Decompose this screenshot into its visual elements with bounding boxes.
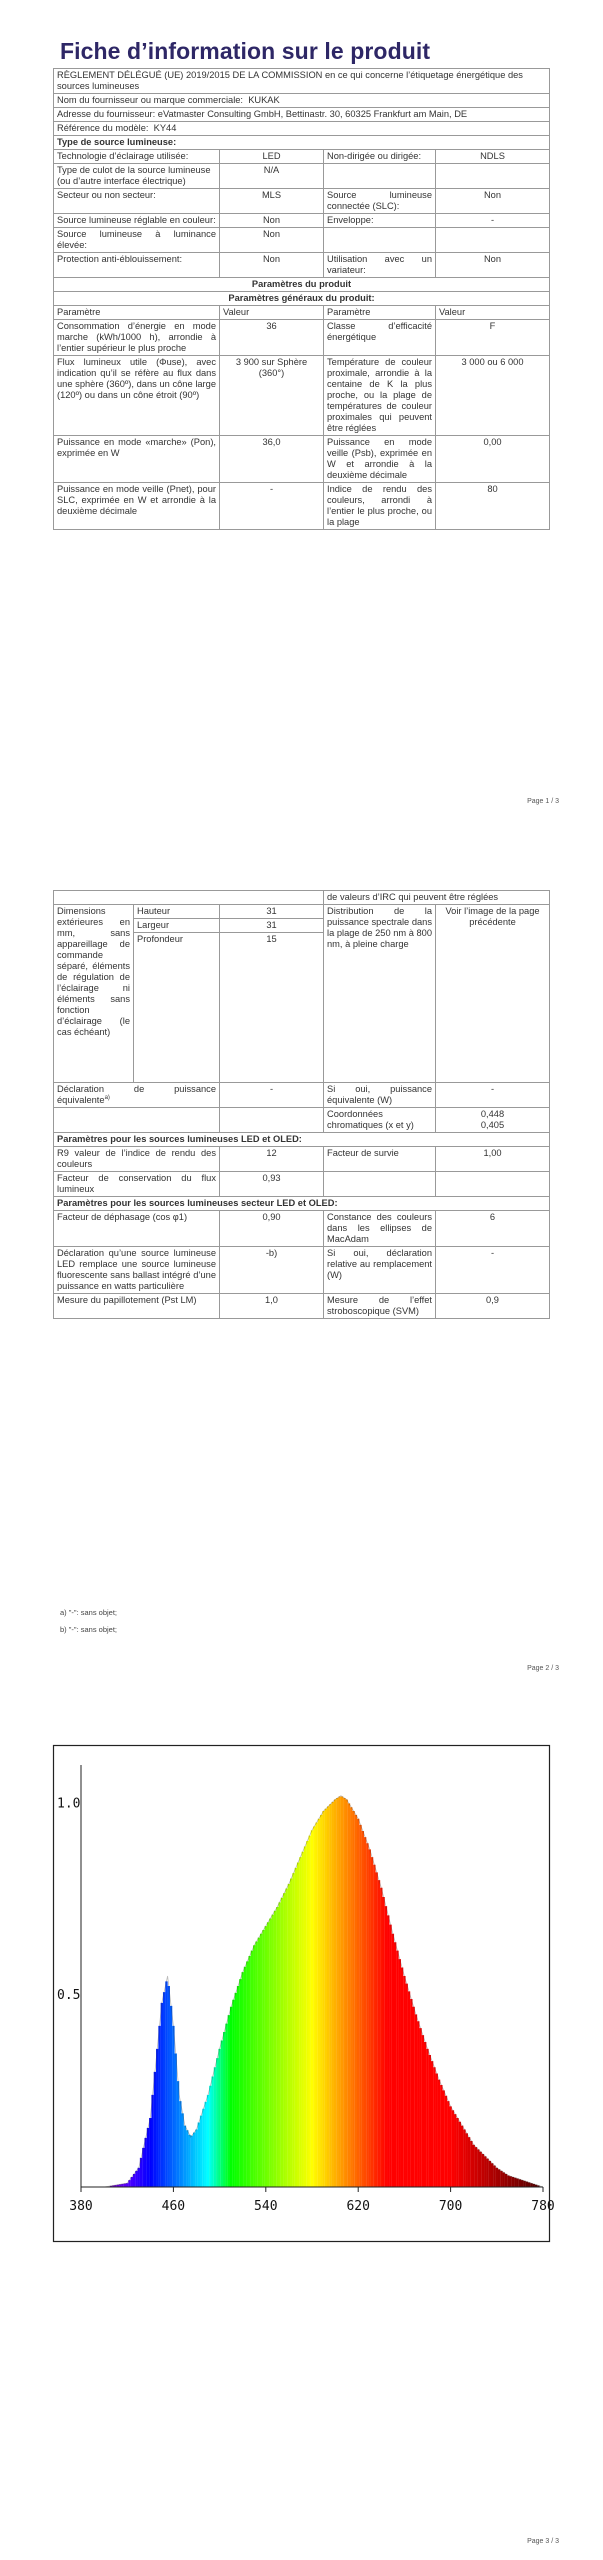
supplier-label: Nom du fournisseur ou marque commerciale: [57, 95, 244, 105]
param-label: Puissance en mode veille (Pnet), pour SLC, exprimée en W et arrondie à la deuxième décimale [54, 483, 220, 530]
table-row [54, 228, 550, 253]
param-label: Déclaration qu’une source lumineuse LED remplace une source lumineuse fluorescente sans ballast intégré d’une puissance en watts particulière [54, 1247, 220, 1294]
param-value: F [436, 320, 550, 356]
param-label [54, 1083, 220, 1108]
led-params-heading: Paramètres pour les sources lumineuses LED et OLED: [54, 1133, 550, 1147]
address-label: Adresse du fournisseur: [57, 109, 156, 119]
table-row [54, 320, 550, 356]
param-label: Technologie d’éclairage utilisée: [54, 150, 220, 164]
param-label: Si oui, déclaration relative au remplacement (W) [324, 1247, 436, 1294]
param-label [324, 1172, 436, 1197]
product-info-table-continued [53, 890, 550, 1319]
param-value [436, 164, 550, 189]
x-tick-label: 620 [346, 2199, 370, 2214]
model-label: Référence du modèle: [57, 123, 149, 133]
param-value: - [220, 1083, 324, 1108]
param-label: Indice de rendu des couleurs, arrondi à l’entier le plus proche, ou la plage [324, 483, 436, 530]
address-row [54, 108, 550, 122]
param-value [220, 1108, 324, 1133]
param-label: Enveloppe: [324, 214, 436, 228]
x-tick-label: 540 [254, 2199, 278, 2214]
param-label: Source lumineuse à luminance élevée: [54, 228, 220, 253]
table-row [54, 356, 550, 436]
general-params-heading: Paramètres généraux du produit: [54, 292, 550, 306]
params-heading: Paramètres du produit [54, 278, 550, 292]
table-row [54, 1247, 550, 1294]
param-label: Secteur ou non secteur: [54, 189, 220, 214]
param-label [54, 1108, 220, 1133]
spectral-power-distribution-chart [53, 1745, 555, 2242]
table-row [54, 1172, 550, 1197]
param-label: Si oui, puissance équivalente (W) [324, 1083, 436, 1108]
param-value [436, 1172, 550, 1197]
param-value: 0,90 [220, 1211, 324, 1247]
param-label: R9 valeur de l’indice de rendu des couleurs [54, 1147, 220, 1172]
param-value: 36 [220, 320, 324, 356]
param-value: NDLS [436, 150, 550, 164]
table-row [54, 1147, 550, 1172]
param-label: Mesure du papillotement (Pst LM) [54, 1294, 220, 1319]
param-label: Facteur de survie [324, 1147, 436, 1172]
product-info-table [53, 68, 550, 530]
depth-value: 15 [220, 933, 324, 1083]
table-row [54, 150, 550, 164]
supplier-value: KUKAK [248, 95, 280, 105]
param-value: 1,00 [436, 1147, 550, 1172]
param-value: - [220, 483, 324, 530]
param-label: Mesure de l’effet stroboscopique (SVM) [324, 1294, 436, 1319]
regulation-text: RÈGLEMENT DÉLÉGUÉ (UE) 2019/2015 DE LA COMMISSION en ce qui concerne l’étiquetage énergétique des sources lumineuses [54, 69, 550, 94]
param-value: Non [220, 253, 324, 278]
param-value: 0,93 [220, 1172, 324, 1197]
param-label: Utilisation avec un variateur: [324, 253, 436, 278]
param-label: Puissance en mode veille (Psb), exprimée en W et arrondie à la deuxième décimale [324, 436, 436, 483]
param-value: LED [220, 150, 324, 164]
param-value: Non [220, 228, 324, 253]
page-number: Page 1 / 3 [527, 798, 559, 805]
table-row [54, 253, 550, 278]
param-label: Facteur de conservation du flux lumineux [54, 1172, 220, 1197]
param-value: - [436, 1247, 550, 1294]
spectral-distribution-label: Distribution de la puissance spectrale dans la plage de 250 nm à 800 nm, à pleine charge [324, 905, 436, 1083]
param-value: 6 [436, 1211, 550, 1247]
table-row [54, 483, 550, 530]
spectral-distribution-value: Voir l’image de la page précédente [436, 905, 550, 1083]
footnote-a: a) "-": sans objet; [60, 1608, 118, 1617]
page-title: Fiche d’information sur le produit [60, 38, 431, 64]
param-value: Non [436, 189, 550, 214]
y-tick-label: 0.5 [57, 1988, 81, 2004]
footnote-marker: a) [104, 1094, 110, 1101]
x-tick-label: 460 [161, 2199, 186, 2214]
param-value [436, 228, 550, 253]
param-label: Consommation d’énergie en mode marche (kWh/1000 h), arrondie à l’entier supérieur le plus proche [54, 320, 220, 356]
depth-label: Profondeur [134, 933, 220, 1083]
col-header-param-1: Paramètre [54, 306, 220, 320]
param-label: Coordonnées chromatiques (x et y) [324, 1108, 436, 1133]
param-value: -b) [220, 1247, 324, 1294]
height-label: Hauteur [134, 905, 220, 919]
page-2 [0, 890, 603, 1680]
param-value: Non [436, 253, 550, 278]
param-label: Non-dirigée ou dirigée: [324, 150, 436, 164]
param-value: 0,00 [436, 436, 550, 483]
page-1 [0, 0, 603, 820]
param-label [324, 228, 436, 253]
param-label: Température de couleur proximale, arrondie à la centaine de K la plus proche, ou la plage de températures de couleur proximales qui peuvent être réglées [324, 356, 436, 436]
width-label: Largeur [134, 919, 220, 933]
model-row [54, 122, 550, 136]
page-number: Page 3 / 3 [527, 2538, 559, 2545]
source-type-heading: Type de source lumineuse: [54, 136, 550, 150]
supplier-row [54, 94, 550, 108]
param-label: Source lumineuse réglable en couleur: [54, 214, 220, 228]
address-value: eVatmaster Consulting GmbH, Bettinastr. 30, 60325 Frankfurt am Main, DE [157, 109, 468, 119]
table-row [54, 164, 550, 189]
cri-continued: de valeurs d’IRC qui peuvent être réglées [324, 891, 550, 905]
page-number: Page 2 / 3 [527, 1665, 559, 1672]
model-value: KY44 [153, 123, 177, 133]
param-value: 80 [436, 483, 550, 530]
width-value: 31 [220, 919, 324, 933]
y-tick-label: 1.0 [57, 1796, 81, 1812]
param-label [324, 164, 436, 189]
param-value: N/A [220, 164, 324, 189]
table-row [54, 214, 550, 228]
col-header-value-1: Valeur [220, 306, 324, 320]
param-value: 1,0 [220, 1294, 324, 1319]
param-value: 0,9 [436, 1294, 550, 1319]
dimensions-label: Dimensions extérieures en mm, sans appareillage de commande séparé, éléments de régulation de l’éclairage ni éléments sans fonction d’éclairage (le cas échéant) [54, 905, 134, 1083]
table-row [54, 1294, 550, 1319]
param-label: Protection anti-éblouissement: [54, 253, 220, 278]
table-row [54, 1108, 550, 1133]
table-row [54, 436, 550, 483]
param-label: Source lumineuse connectée (SLC): [324, 189, 436, 214]
param-value: - [436, 214, 550, 228]
table-row [54, 189, 550, 214]
col-header-param-2: Paramètre [324, 306, 436, 320]
param-label: Classe d’efficacité énergétique [324, 320, 436, 356]
param-value: - [436, 1083, 550, 1108]
param-value: 36,0 [220, 436, 324, 483]
param-value: Non [220, 214, 324, 228]
mains-params-heading: Paramètres pour les sources lumineuses secteur LED et OLED: [54, 1197, 550, 1211]
table-row [54, 1083, 550, 1108]
param-label: Facteur de déphasage (cos φ1) [54, 1211, 220, 1247]
x-tick-label: 380 [69, 2199, 93, 2214]
param-value: 3 900 sur Sphère (360°) [220, 356, 324, 436]
param-value: 12 [220, 1147, 324, 1172]
param-label: Type de culot de la source lumineuse (ou d’autre interface électrique) [54, 164, 220, 189]
table-row [54, 1211, 550, 1247]
param-label: Puissance en mode «marche» (Pon), exprimée en W [54, 436, 220, 483]
x-tick-label: 700 [438, 2199, 463, 2214]
param-value: 3 000 ou 6 000 [436, 356, 550, 436]
param-value: 0,448 0,405 [436, 1108, 550, 1133]
height-value: 31 [220, 905, 324, 919]
param-label: Constance des couleurs dans les ellipses de MacAdam [324, 1211, 436, 1247]
x-tick-label: 780 [531, 2199, 555, 2214]
param-value: MLS [220, 189, 324, 214]
param-label-text: Déclaration de puissance équivalente [57, 1084, 216, 1105]
param-label: Flux lumineux utile (Φuse), avec indication qu’il se réfère au flux dans une sphère (360º), dans un cône large (120º) ou dans un cône étroit (90º) [54, 356, 220, 436]
col-header-value-2: Valeur [436, 306, 550, 320]
footnote-b: b) "-": sans objet; [60, 1625, 118, 1634]
